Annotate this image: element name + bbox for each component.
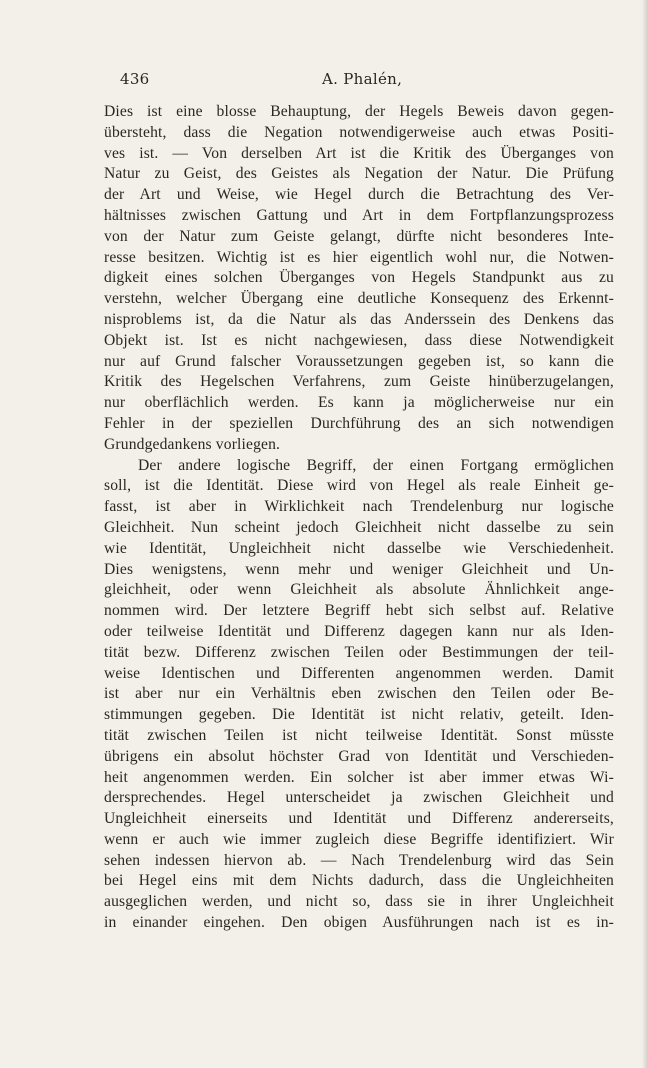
text-line: soll, ist die Identität. Diese wird von Hegel als reale Einheit ge- — [104, 477, 614, 495]
text-line: ist aber nur ein Verhältnis eben zwischen den Teilen oder Be- — [104, 685, 614, 703]
text-line: nommen wird. Der letztere Begriff hebt sich selbst auf. Relative — [104, 602, 614, 620]
text-line: der Art und Weise, wie Hegel durch die Betrachtung des Ver- — [104, 186, 614, 204]
text-line: Grundgedankens vorliegen. — [104, 435, 281, 453]
text-line: ves ist. — Von derselben Art ist die Kritik des Überganges von — [104, 144, 614, 162]
text-line: Natur zu Geist, des Geistes als Negation der Natur. Die Prüfung — [104, 165, 614, 183]
text-line: Objekt ist. Ist es nicht nachgewiesen, dass diese Notwendigkeit — [104, 331, 614, 349]
text-line: oder teilweise Identität und Differenz dagegen kann nur als Iden- — [104, 622, 614, 640]
text-line: sehen indessen hiervon ab. — Nach Trendelenburg wird das Sein — [104, 851, 614, 869]
page-edge-shadow — [642, 0, 648, 1068]
text-line: Dies ist eine blosse Behauptung, der Hegels Beweis davon gegen- — [104, 103, 614, 120]
text-line: von der Natur zum Geiste gelangt, dürfte nicht besonderes Inte- — [104, 227, 614, 245]
text-line: in einander eingehen. Den obigen Ausführungen nach ist es in- — [104, 914, 614, 932]
text-line: nur oberflächlich werden. Es kann ja möglicherweise nur ein — [104, 394, 614, 412]
text-line: Fehler in der speziellen Durchführung des an sich notwendigen — [104, 414, 614, 432]
text-line: tität zwischen Teilen ist nicht teilweise Identität. Sonst müsste — [104, 726, 614, 744]
text-line: übrigens ein absolut höchster Grad von Identität und Verschieden- — [104, 747, 614, 765]
text-line: weise Identischen und Differenten angenommen werden. Damit — [104, 664, 614, 682]
text-line: nur auf Grund falscher Voraussetzungen gegeben ist, so kann die — [104, 352, 614, 370]
text-line: übersteht, dass die Negation notwendigerweise auch etwas Positi- — [104, 123, 614, 141]
text-line: wie Identität, Ungleichheit nicht dasselbe wie Verschiedenheit. — [104, 539, 614, 557]
body-text — [104, 102, 614, 934]
text-line: heit angenommen werden. Ein solcher ist aber immer etwas Wi- — [104, 768, 614, 786]
text-line: resse besitzen. Wichtig ist es hier eigentlich wohl nur, die Notwen- — [104, 248, 614, 266]
page-number: 436 — [120, 70, 150, 88]
text-line: fasst, ist aber in Wirklichkeit nach Trendelenburg nur logische — [104, 498, 614, 516]
text-line: hältnisses zwischen Gattung und Art in dem Fortpflanzungsprozess — [104, 206, 614, 224]
text-line: dersprechendes. Hegel unterscheidet ja zwischen Gleichheit und — [104, 789, 614, 807]
text-line: ausgeglichen werden, und nicht so, dass sie in ihrer Ungleichheit — [104, 893, 614, 911]
text-line: stimmungen gegeben. Die Identität ist nicht relativ, geteilt. Iden- — [104, 706, 614, 724]
text-line: gleichheit, oder wenn Gleichheit als absolute Ähnlichkeit ange- — [104, 581, 614, 599]
text-line: tität bezw. Differenz zwischen Teilen oder Bestimmungen der teil- — [104, 643, 614, 661]
running-head: A. Phalén, — [322, 70, 403, 88]
text-line: Ungleichheit einerseits und Identität und Differenz andererseits, — [104, 810, 614, 828]
text-line: verstehn, welcher Übergang eine deutliche Konsequenz des Erkennt- — [104, 290, 614, 308]
paragraph-2 — [104, 456, 614, 934]
text-line: bei Hegel eins mit dem Nichts dadurch, dass die Ungleichheiten — [104, 872, 614, 890]
paragraph-1 — [104, 102, 614, 456]
text-line: Kritik des Hegelschen Verfahrens, zum Geiste hinüberzugelangen, — [104, 373, 614, 391]
page-header — [120, 70, 610, 90]
text-line: Dies wenigstens, wenn mehr und weniger Gleichheit und Un- — [104, 560, 614, 578]
text-line: Gleichheit. Nun scheint jedoch Gleichheit nicht dasselbe zu sein — [104, 518, 614, 536]
text-line: Der andere logische Begriff, der einen Fortgang ermöglichen — [138, 456, 614, 474]
text-line: digkeit eines solchen Überganges von Hegels Standpunkt aus zu — [104, 269, 614, 287]
text-line: wenn er auch wie immer zugleich diese Begriffe identifiziert. Wir — [104, 830, 614, 848]
text-line: nisproblems ist, da die Natur als das Anderssein des Denkens das — [104, 310, 614, 328]
